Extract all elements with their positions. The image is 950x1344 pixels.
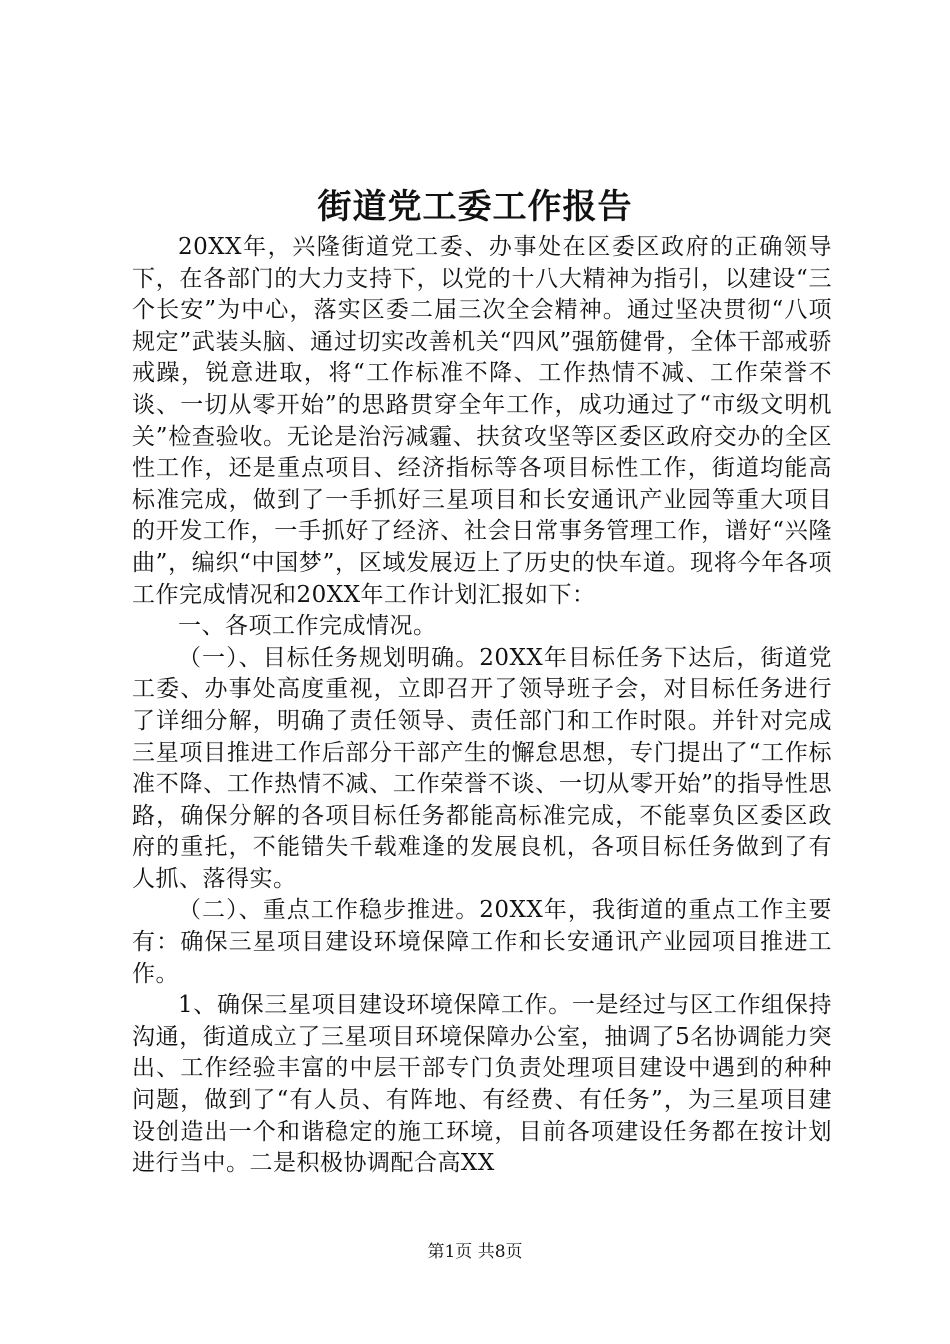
document-title: 街道党工委工作报告 — [317, 187, 633, 227]
paragraph-intro: 20XX年，兴隆街道党工委、办事处在区委区政府的正确领导下，在各部门的大力支持下，以党的十八大精神为指引，以建设“三个长安”为中心，落实区委二届三次全会精神。通过坚决贯彻“八项规定”武装头脑、通过切实改善机关“四风”强筋健骨，全体干部戒骄戒躁，锐意进取，将“工作标准不降、工作热情不减、工作荣誉不谈、一切从零开始”的思路贯穿全年工作，成功通过了“市级文明机关”检查验收。无论是治污减霾、扶贫攻坚等区委区政府交办的全区性工作，还是重点项目、经济指标等各项目标性工作，街道均能高标准完成，做到了一手抓好三星项目和长安通讯产业园等重大项目的开发工作，一手抓好了经济、社会日常事务管理工作，谱好“兴隆曲”，编织“中国梦”，区域发展迈上了历史的快车道。现将今年各项工作完成情况和20XX年工作计划汇报如下： — [132, 234, 832, 608]
document-body — [132, 232, 832, 1180]
paragraph-key-work: （二）、重点工作稳步推进。20XX年，我街道的重点工作主要有：确保三星项目建设环境保障工作和长安通讯产业园项目推进工作。 — [132, 897, 832, 987]
paragraph-samsung-project: 1、确保三星项目建设环境保障工作。一是经过与区工作组保持沟通，街道成立了三星项目环境保障办公室，抽调了5名协调能力突出、工作经验丰富的中层干部专门负责处理项目建设中遇到的种种问题，做到了“有人员、有阵地、有经费、有任务”，为三星项目建设创造出一个和谐稳定的施工环境，目前各项建设任务都在按计划进行当中。二是积极协调配合高XX — [132, 992, 832, 1177]
paragraph-targets: （一）、目标任务规划明确。20XX年目标任务下达后，街道党工委、办事处高度重视，立即召开了领导班子会，对目标任务进行了详细分解，明确了责任领导、责任部门和工作时限。并针对完成三星项目推进工作后部分干部产生的懈怠思想，专门提出了“工作标准不降、工作热情不减、工作荣誉不谈、一切从零开始”的指导性思路，确保分解的各项目标任务都能高标准完成，不能辜负区委区政府的重托，不能错失千载难逢的发展良机，各项目标任务做到了有人抓、落得实。 — [132, 644, 832, 892]
section-heading: 一、各项工作完成情况。 — [178, 613, 437, 640]
page-number-footer: 第1页 共8页 — [427, 1242, 523, 1262]
